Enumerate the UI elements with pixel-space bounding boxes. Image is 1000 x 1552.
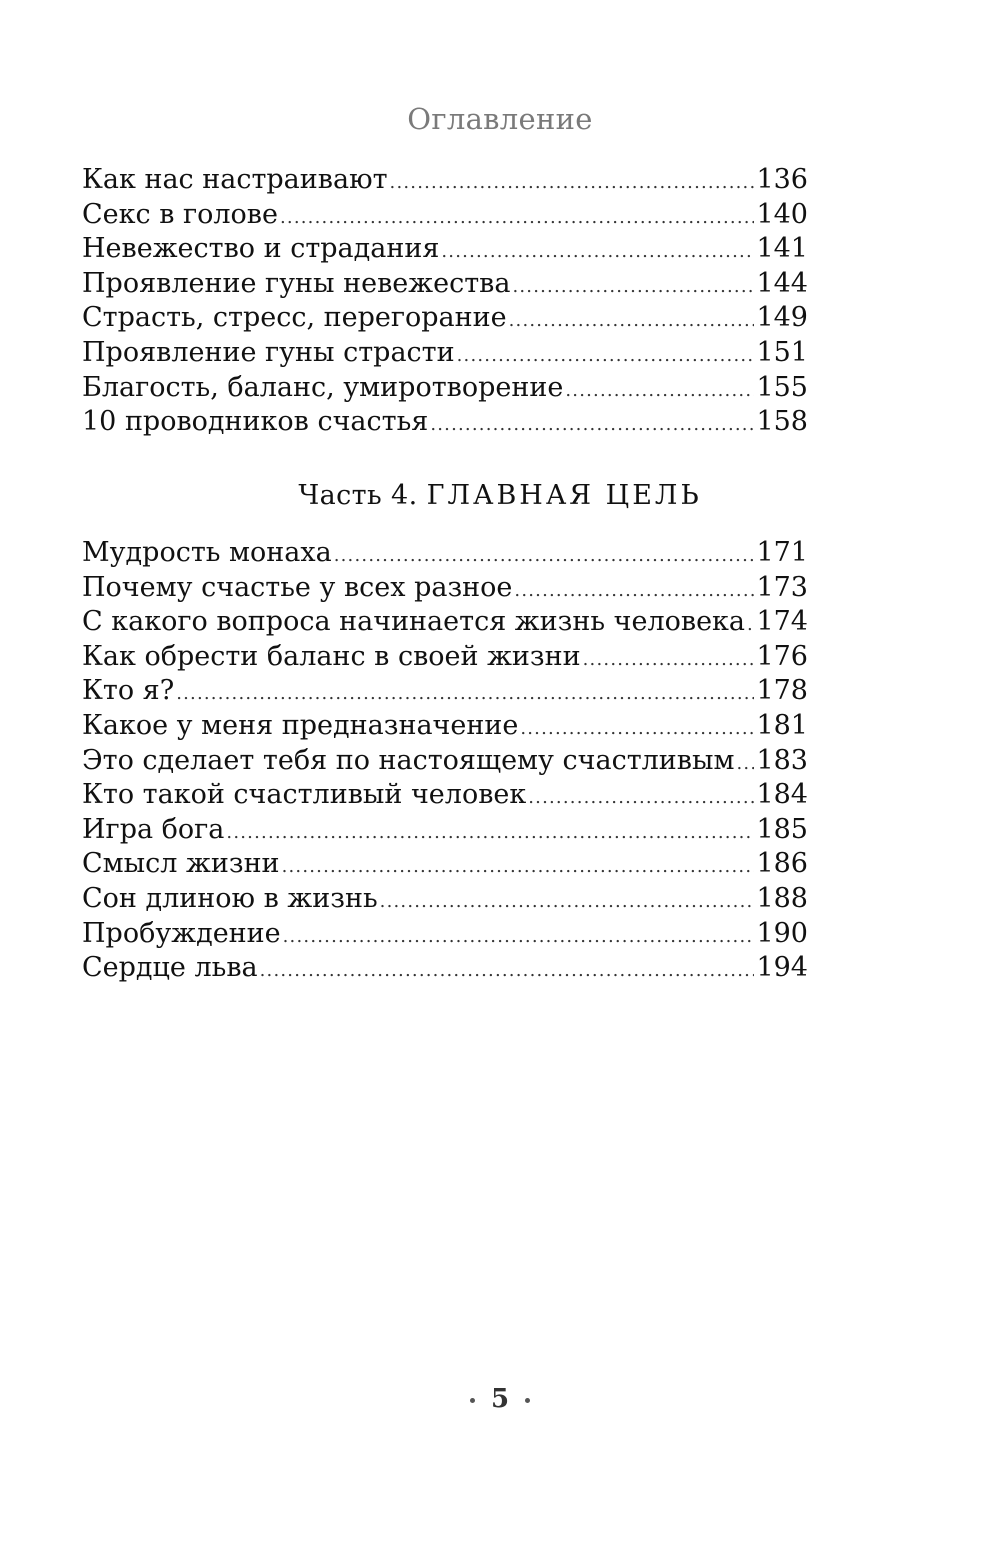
toc-entry-page: 136 — [756, 164, 808, 195]
toc-entry-page: 141 — [756, 233, 808, 265]
toc-entry — [82, 536, 808, 571]
toc-entry-page: 171 — [756, 537, 808, 568]
toc-entry — [82, 813, 808, 848]
toc-entry — [82, 232, 808, 267]
toc-entry-title: Проявление гуны невежества — [82, 267, 511, 299]
toc-entry — [82, 405, 808, 440]
running-head: Оглавление — [407, 102, 593, 136]
toc-entry-title: Смысл жизни — [82, 848, 280, 880]
toc-entry — [82, 198, 808, 233]
toc-entry-title: Кто я? — [82, 675, 175, 707]
toc-list-part-3 — [82, 163, 808, 440]
toc-entry-page: 173 — [756, 571, 808, 603]
toc-entry — [82, 301, 808, 336]
toc-entry-title: Это сделает тебя по настоящему счастливым — [82, 744, 735, 776]
toc-entry-page: 184 — [756, 779, 808, 811]
toc-entry — [82, 571, 808, 606]
folio-dot-left — [470, 1398, 475, 1403]
toc-dot-leader — [565, 374, 754, 409]
toc-entry-title: Сон длиною в жизнь — [82, 882, 378, 914]
toc-entry-title: Кто такой счастливый человек — [82, 779, 527, 811]
page-number-value: 5 — [490, 1384, 510, 1414]
toc-dot-leader — [430, 408, 754, 443]
toc-entry-title: Почему счастье у всех разное — [82, 571, 513, 603]
toc-entry — [82, 778, 808, 813]
toc-entry-title: Проявление гуны страсти — [82, 336, 455, 368]
toc-entry — [82, 371, 808, 406]
toc-entry — [82, 605, 808, 640]
toc-entry-title: Благость, баланс, умиротворение — [82, 371, 564, 403]
toc-entry-title: Как нас настраивают — [82, 164, 388, 195]
toc-entry-page: 149 — [756, 302, 808, 334]
toc-entry-title: Какое у меня предназначение — [82, 709, 519, 741]
toc-entry — [82, 744, 808, 779]
folio-dot-right — [525, 1398, 530, 1403]
toc-entry — [82, 674, 808, 709]
toc-entry-page: 144 — [756, 267, 808, 299]
toc-entry-title: Игра бога — [82, 813, 225, 845]
toc-dot-leader — [283, 920, 755, 955]
toc-dot-leader — [747, 608, 754, 643]
toc-entry-page: 188 — [756, 882, 808, 914]
page-number — [0, 1384, 1000, 1414]
toc-entry — [82, 847, 808, 882]
toc-dot-leader — [457, 339, 755, 374]
toc-dot-leader — [390, 166, 755, 201]
toc-entry — [82, 267, 808, 302]
toc-entry-page: 174 — [756, 606, 808, 638]
part-heading-title: ГЛАВНАЯ ЦЕЛЬ — [426, 480, 702, 511]
toc-entry — [82, 640, 808, 675]
toc-entry-page: 176 — [756, 640, 808, 672]
toc-list-part-4 — [82, 536, 808, 986]
toc-dot-leader — [334, 539, 755, 574]
toc-entry-page: 185 — [756, 813, 808, 845]
toc-dot-leader — [282, 850, 755, 885]
toc-entry-title: Сердце льва — [82, 952, 258, 984]
toc-dot-leader — [583, 643, 755, 678]
part-heading-label: Часть 4. — [298, 480, 418, 511]
toc-dot-leader — [380, 885, 755, 920]
toc-entry — [82, 951, 808, 986]
toc-entry-title: Пробуждение — [82, 917, 281, 949]
toc-dot-leader — [176, 677, 754, 712]
toc-dot-leader — [260, 954, 755, 989]
toc-entry-page: 155 — [756, 371, 808, 403]
toc-dot-leader — [512, 270, 754, 305]
toc-dot-leader — [280, 201, 754, 236]
toc-entry — [82, 882, 808, 917]
toc-dot-leader — [514, 574, 754, 609]
toc-entry-title: 10 проводников счастья — [82, 406, 429, 438]
toc-entry-page: 178 — [756, 675, 808, 707]
toc-dot-leader — [509, 304, 755, 339]
toc-entry-page: 183 — [756, 744, 808, 776]
toc-entry-page: 151 — [756, 336, 808, 368]
part-heading — [0, 480, 1000, 511]
toc-entry-page: 190 — [756, 917, 808, 949]
toc-entry-title: Как обрести баланс в своей жизни — [82, 640, 581, 672]
toc-entry — [82, 709, 808, 744]
toc-entry-title: Секс в голове — [82, 198, 278, 230]
toc-entry-title: Мудрость монаха — [82, 537, 332, 568]
toc-entry-title: Страсть, стресс, перегорание — [82, 302, 507, 334]
toc-dot-leader — [520, 712, 754, 747]
toc-entry-title: С какого вопроса начинается жизнь человека — [82, 606, 746, 638]
toc-dot-leader — [226, 816, 754, 851]
toc-entry-page: 194 — [756, 952, 808, 984]
toc-entry-page: 181 — [756, 709, 808, 741]
toc-dot-leader — [736, 747, 754, 782]
toc-dot-leader — [441, 235, 754, 270]
toc-entry-page: 186 — [756, 848, 808, 880]
toc-entry-page: 158 — [756, 406, 808, 438]
toc-dot-leader — [528, 781, 754, 816]
toc-entry-title: Невежество и страдания — [82, 233, 440, 265]
toc-entry — [82, 163, 808, 198]
toc-entry-page: 140 — [756, 198, 808, 230]
toc-entry — [82, 917, 808, 952]
toc-entry — [82, 336, 808, 371]
